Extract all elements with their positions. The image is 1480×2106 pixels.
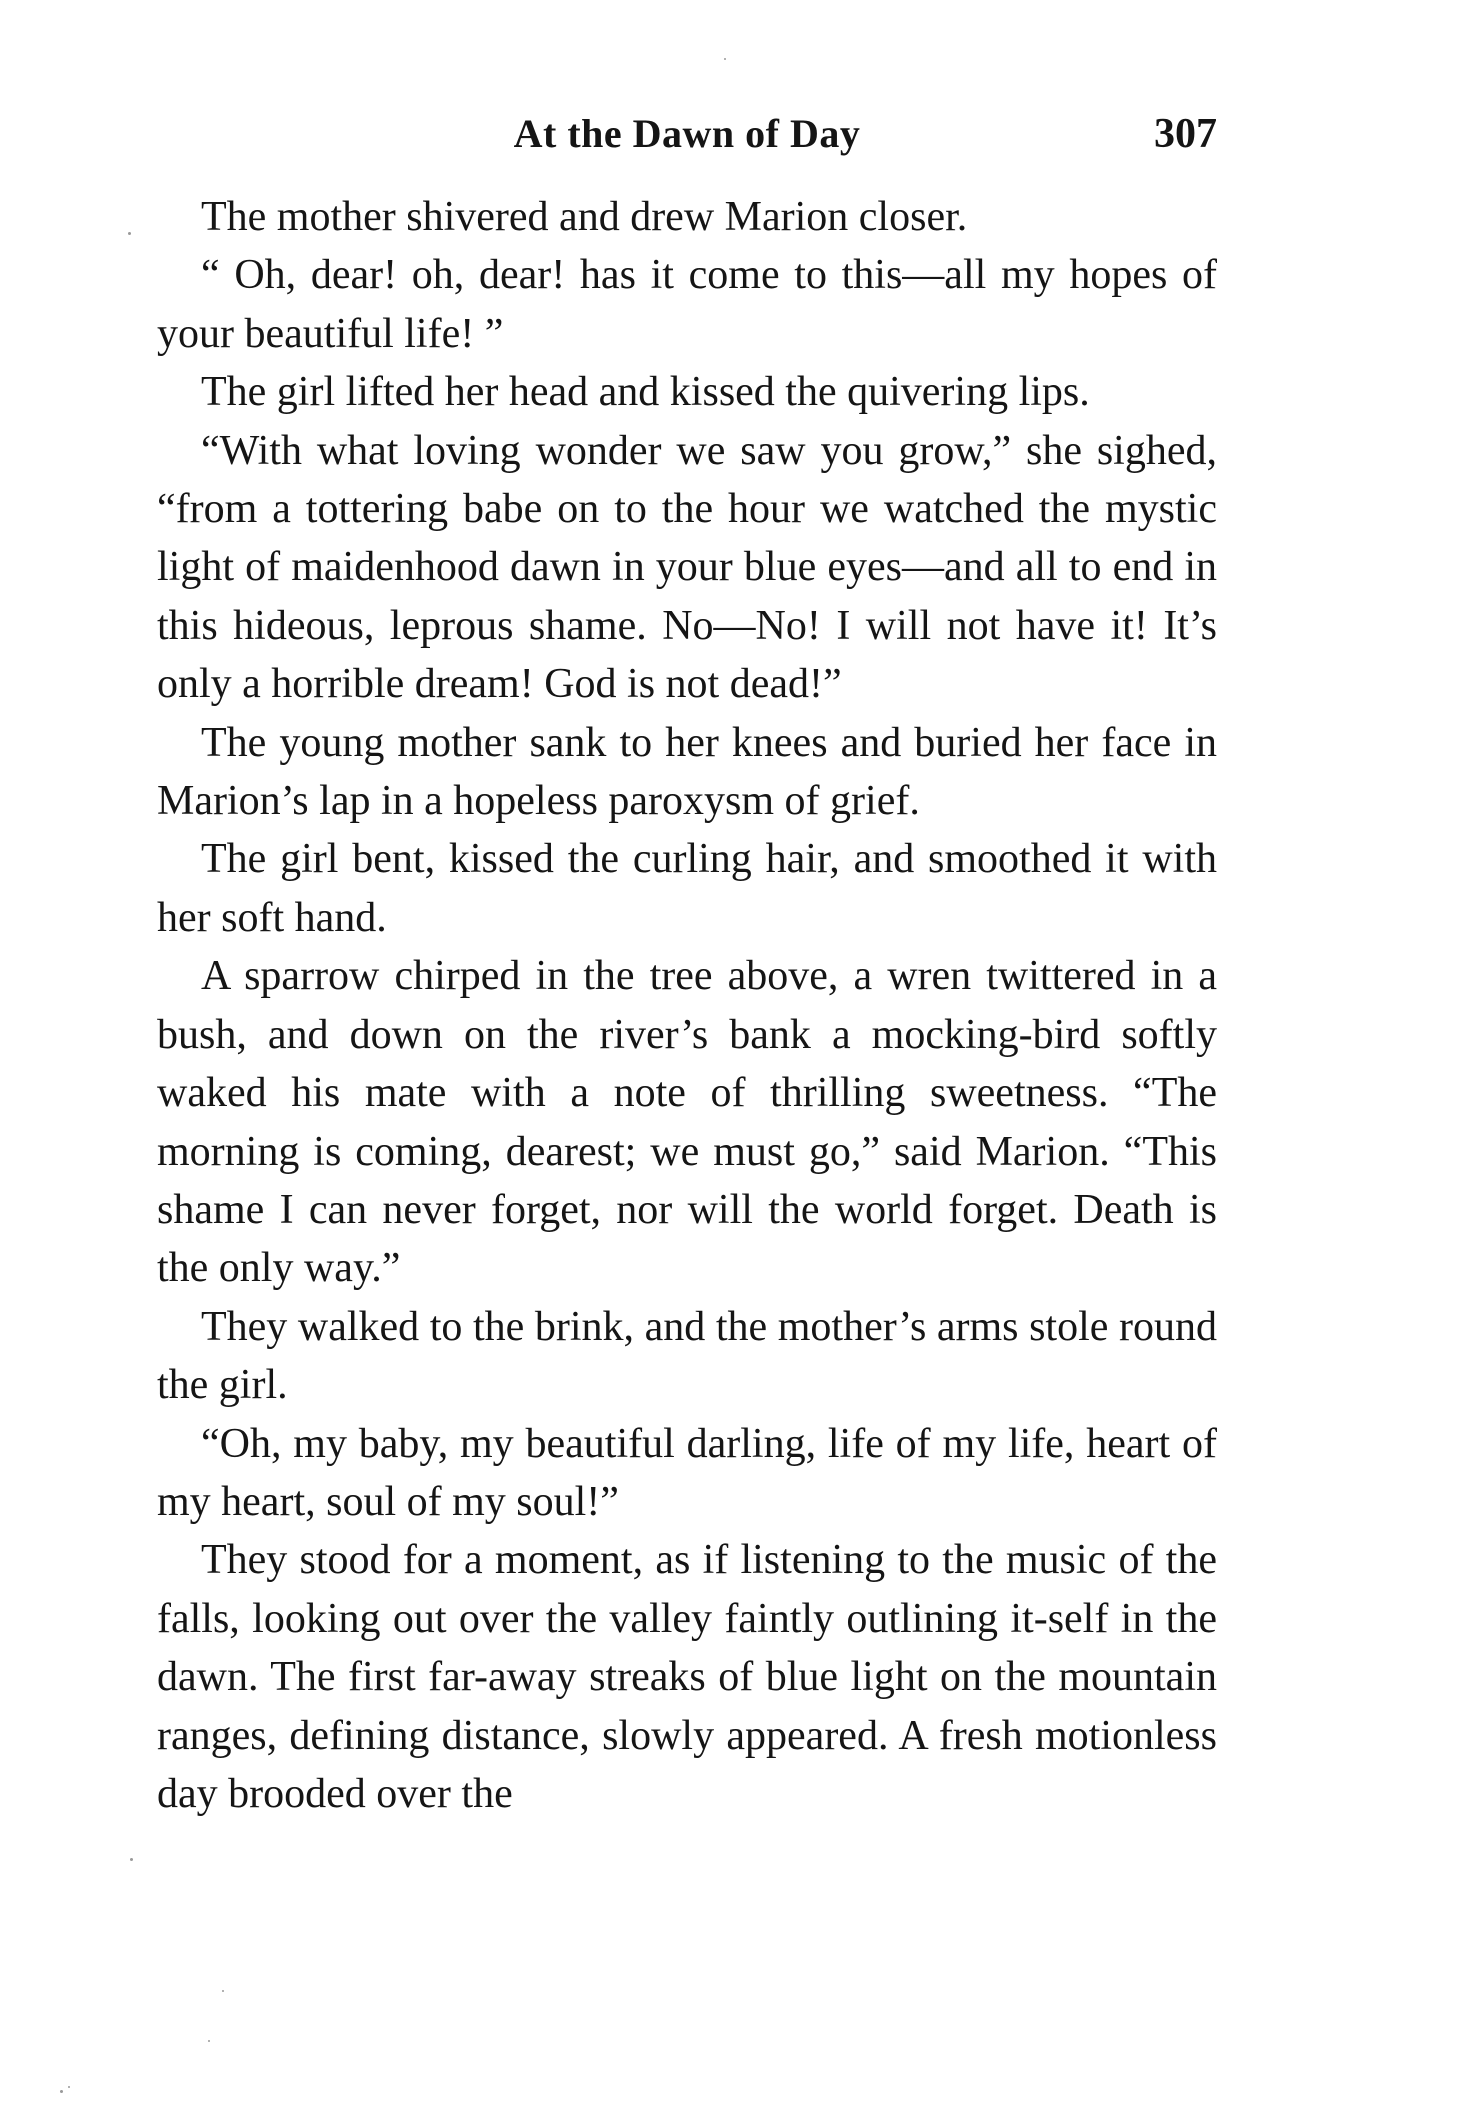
paper-speck	[60, 2090, 63, 2093]
page-number: 307	[1154, 111, 1217, 157]
paragraph: A sparrow chirped in the tree above, a wren twittered in a bush, and down on the river’s bank a mocking-bird softly waked his mate with a note of thrilling sweetness. “The morning is coming, dearest; we must go,” said Marion. “This shame I can never forget, nor will the world forget. Death is the only way.”	[157, 953, 1217, 1292]
paragraph: The girl bent, kissed the curling hair, and smoothed it with her soft hand.	[157, 836, 1217, 941]
running-head: At the Dawn of Day	[513, 111, 861, 156]
paper-speck	[68, 2086, 70, 2088]
paper-speck	[222, 1990, 224, 1992]
paragraph: “Oh, my baby, my beautiful darling, life of my life, heart of my heart, soul of my soul!”	[157, 1420, 1217, 1525]
paragraph: “With what loving wonder we saw you grow,” she sighed, “from a tottering babe on to the hour we watched the mystic light of maidenhood dawn in your blue eyes—and all to end in this hideous, leprous shame. No—No! I will not have it! It’s only a horrible dream! God is not dead!”	[157, 427, 1217, 708]
paragraph: They walked to the brink, and the mother’s arms stole round the girl.	[157, 1303, 1217, 1409]
paragraph: The girl lifted her head and kissed the quivering lips.	[201, 369, 1090, 416]
paper-speck	[128, 232, 131, 235]
paragraph: The mother shivered and drew Marion closer.	[201, 194, 968, 240]
paragraph: The young mother sank to her knees and buried her face in Marion’s lap in a hopeless paroxysm of grief.	[157, 719, 1217, 825]
paragraph: They stood for a moment, as if listening to the music of the falls, looking out over the valley faintly outlining it-self in the dawn. The first far-away streaks of blue light on the mountain ranges, defining distance, slowly appeared. A fresh motionless day brooded over the	[157, 1537, 1217, 1817]
paper-speck	[208, 2040, 210, 2042]
body-text	[157, 188, 1217, 1823]
paper-speck	[130, 1858, 133, 1861]
page-header	[157, 110, 1217, 170]
paper-speck	[724, 58, 726, 60]
paragraph: “ Oh, dear! oh, dear! has it come to this—all my hopes of your beautiful life! ”	[157, 252, 1217, 357]
